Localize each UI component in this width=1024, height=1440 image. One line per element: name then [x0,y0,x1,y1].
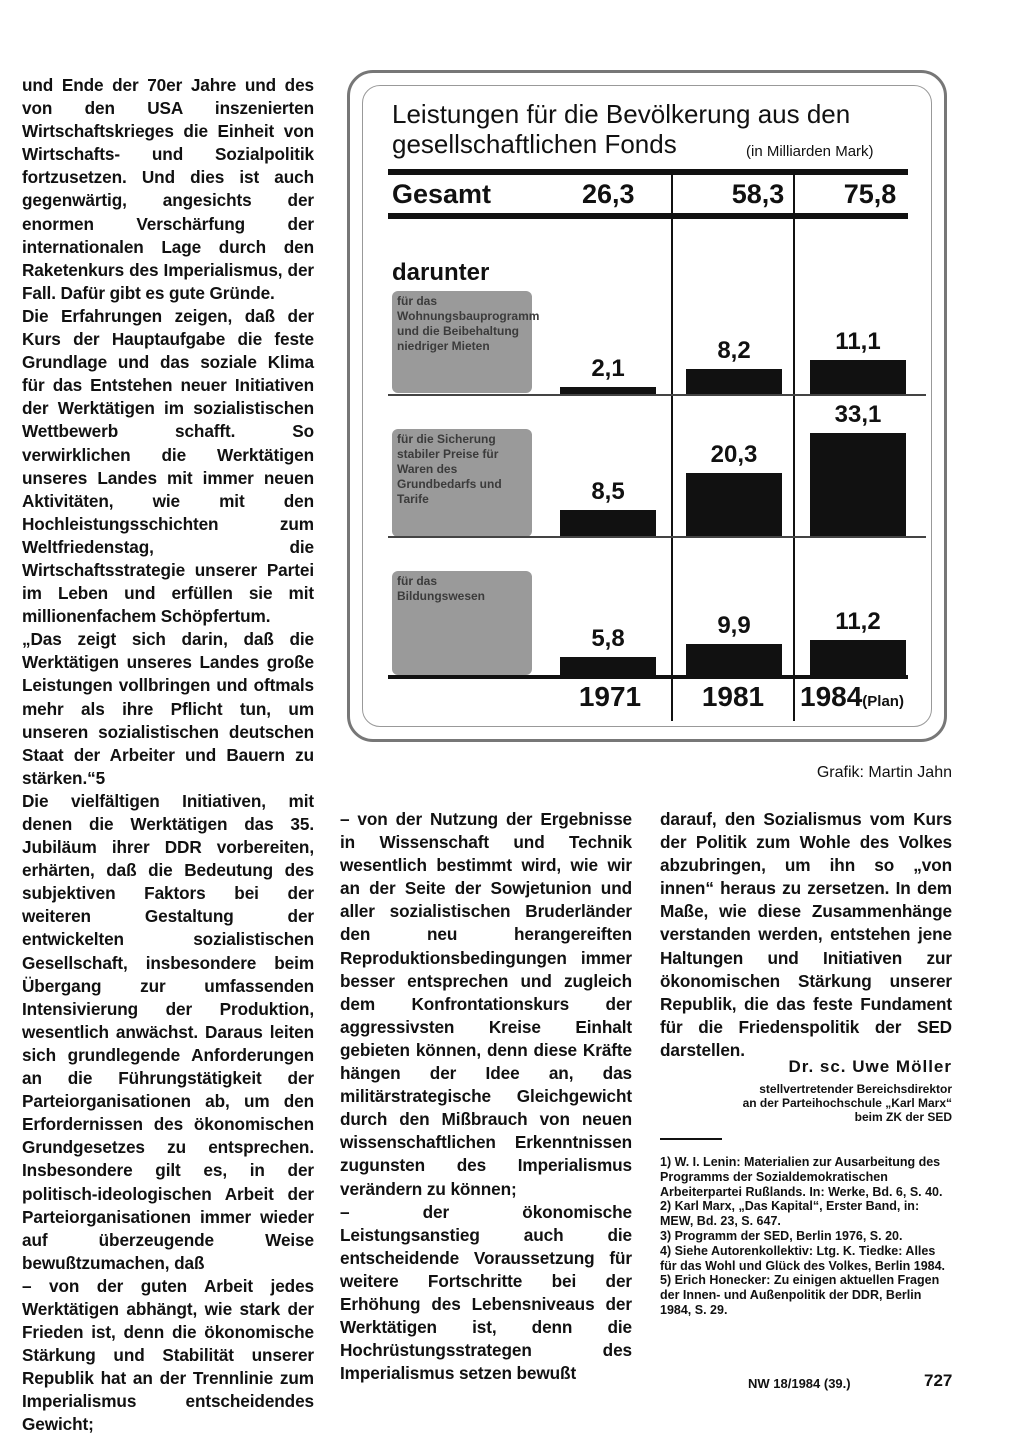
footnote: 3) Programm der SED, Berlin 1976, S. 20. [660,1228,903,1243]
chart-unit: (in Milliarden Mark) [746,143,874,160]
paragraph: Die Erfahrungen zeigen, daß der Kurs der Hauptaufgabe die feste Grundlage und das soziale Klima für das Entstehen neuer Initiativen der Werktätigen im sozialistischen Wettbewerb schafft. So verwirklichen die Werktätigen unseres Landes mit immer neuen Aktivitäten, wie mit den Hochleistungsschichten zum Weltfriedenstag, die Wirtschaftsstrategie unserer Partei im Leben und erfüllen sie mit millionenfachem Schöpfertum. [22,305,314,627]
text-column-right [660,808,952,1062]
paragraph: – von der Nutzung der Ergebnisse in Wissenschaft und Technik wesentlich bestimmt wird, wie wir an der Seite der Sowjetunion und aller sozialistischen Bruderländer den neu herangereiften Reproduktionsbedingungen immer besser entsprechen und zugleich dem Konfrontationskurs der aggressivsten Kreise Einhalt gebieten können, denn diese Kräfte hängen der Idee an, das militärstrategische Gleichgewicht durch den Mißbrauch von neuen wissenschaftlichen Erkenntnissen zugunsten des Imperialismus verändern zu können; [340,809,632,1199]
total-rule-bottom [388,213,908,219]
year-label-1981: 1981 [701,681,765,712]
chart-frame [347,70,947,742]
total-label: Gesamt [392,179,492,209]
bar-series-1-1984 [810,360,906,394]
journal-issue: NW 18/1984 (39.) [748,1376,851,1391]
bar-value-label: 20,3 [710,441,758,469]
group-baseline [388,394,926,396]
bar-series-3-1984 [810,640,906,675]
author-role-line: an der Parteihochschule „Karl Marx“ [742,1096,952,1110]
paragraph: – von der guten Arbeit jedes Werktätigen abhängt, wie stark der Frieden ist, denn die ökonomische Stärkung und Stabilität unserer Republik hat an der Trennlinie zum Imperialismus entscheidendes Gewicht; [22,1275,314,1435]
paragraph: und Ende der 70er Jahre und des von den USA inszenierten Wirtschaftskrieges die Einheit von Wirtschafts- und Sozialpolitik fortzusetzen. Und dies ist auch gegenwärtig, angesichts der enormen Verschärfung der internationalen Lage durch den Raketenkurs des Imperialismus, der Fall. Dafür gibt es gute Gründe. [22,75,314,303]
year-label-1971: 1971 [578,681,642,712]
bar-series-2-1971 [560,510,656,536]
footnote: 5) Erich Honecker: Zu einigen aktuellen Fragen der Innen- und Außenpolitik der DDR, Berlin 1984, S. 29. [660,1273,940,1317]
paragraph: Die vielfältigen Initiativen, mit denen die Werktätigen das 35. Jubiläum ihrer DDR vorbereiten, erhärten, daß die Bedeutung des subjektiven Faktors bei der weiteren Gestaltung der entwickelten sozialistischen Gesellschaft, insbesondere beim Übergang zur umfassenden Intensivierung der Produktion, wesentlich anwächst. Daraus leiten sich grundlegende Anforderungen an die Führungstätigkeit der Parteiorganisationen ab, um den Erfordernissen des ökonomischen Grundgesetzes zu entsprechen. Insbesondere gilt es, in der politisch-ideologischen Arbeit der Parteiorganisationen immer wieder auf überzeugende Weise bewußtzumachen, daß [22,790,314,1273]
bar-value-label: 8,5 [591,477,625,505]
bar-value-label: 11,1 [835,327,881,355]
series-label-housing: für das Wohnungsbauprogramm und die Beibehaltung niedriger Mieten [392,291,532,393]
bar-value-label: 8,2 [717,336,751,364]
paragraph: „Das zeigt sich darin, daß die Werktätigen unseres Landes große Leistungen vollbringen und oftmals mehr als ihre Pflicht tun, um unseren sozialistischen deutschen Staat der Arbeiter und Bauern zu stärken.“5 [22,629,314,788]
total-value-1984: 75,8 [843,179,897,209]
author-role [743,1082,952,1124]
bar-value-label: 5,8 [591,625,625,653]
series-label-prices: für die Sicherung stabiler Preise für Waren des Grundbedarfs und Tarife [392,429,532,537]
text-column-middle [340,808,632,1385]
chart-title-line-2: gesellschaftlichen Fonds [392,129,677,159]
bar-series-1-1971 [560,387,656,394]
year-label-1984 [800,681,940,713]
total-value-1981: 58,3 [731,179,785,209]
chart-credit: Grafik: Martin Jahn [816,764,952,781]
paragraph: – der ökonomische Leistungsanstieg auch die entscheidende Voraussetzung für weitere Fortschritte bei der Erhöhung des Lebensniveaus der Werktätigen ist, denn die Hochrüstungsstrategen des Imperialismus setzen bewußt [340,1201,632,1384]
year-label-1984-text: 1984 [800,681,863,712]
total-value-1971: 26,3 [582,179,635,209]
bar-value-label: 33,1 [834,401,882,429]
author-role-line: stellvertretender Bereichsdirektor [759,1082,952,1096]
bar-value-label: 2,1 [591,355,625,383]
bar-series-3-1981 [686,644,782,675]
series-label-education: für das Bildungswesen [392,571,532,675]
paragraph: darauf, den Sozialismus vom Kurs der Politik zum Wohle des Volkes abzubringen, um ihn so „von innen“ heraus zu zersetzen. In dem Maße, wie diese Zusammenhänge verstanden werden, entstehen jene Haltungen und Initiativen zur ökonomischen Stärkung unserer Republik, die das feste Fundament für die Friedenspolitik der SED darstellen. [660,809,952,1060]
chart-title-line-1: Leistungen für die Bevölkerung aus den [392,99,851,129]
bar-value-label: 9,9 [717,612,751,640]
year-rule [388,675,908,679]
subset-label: darunter [392,259,490,286]
bar-value-label: 11,2 [835,608,881,636]
bar-series-2-1981 [686,473,782,536]
total-rule-top [388,169,908,175]
column-divider [671,173,673,721]
bar-series-1-1981 [686,369,782,394]
bar-series-3-1971 [560,657,656,675]
group-baseline [388,536,926,538]
author-name: Dr. sc. Uwe Möller [788,1057,952,1076]
column-divider [793,173,795,721]
plan-suffix: (Plan) [862,693,904,710]
author-role-line: beim ZK der SED [854,1110,952,1124]
bar-series-2-1984 [810,433,906,536]
footnote-rule [660,1138,722,1140]
footnote: 2) Karl Marx, „Das Kapital“, Erster Band, in: MEW, Bd. 23, S. 647. [660,1199,920,1229]
text-column-left [22,74,314,1437]
page-number: 727 [924,1371,953,1390]
footnote: 4) Siehe Autorenkollektiv: Ltg. K. Tiedke: Alles für das Wohl und Glück des Volkes, Berlin 1984. [660,1243,946,1273]
footnote: 1) W. I. Lenin: Materialien zur Ausarbeitung des Programms der Sozialdemokratischen Arbeiterpartei Rußlands. In: Werke, Bd. 6, S. 40. [660,1155,943,1199]
footnotes [660,1155,952,1318]
